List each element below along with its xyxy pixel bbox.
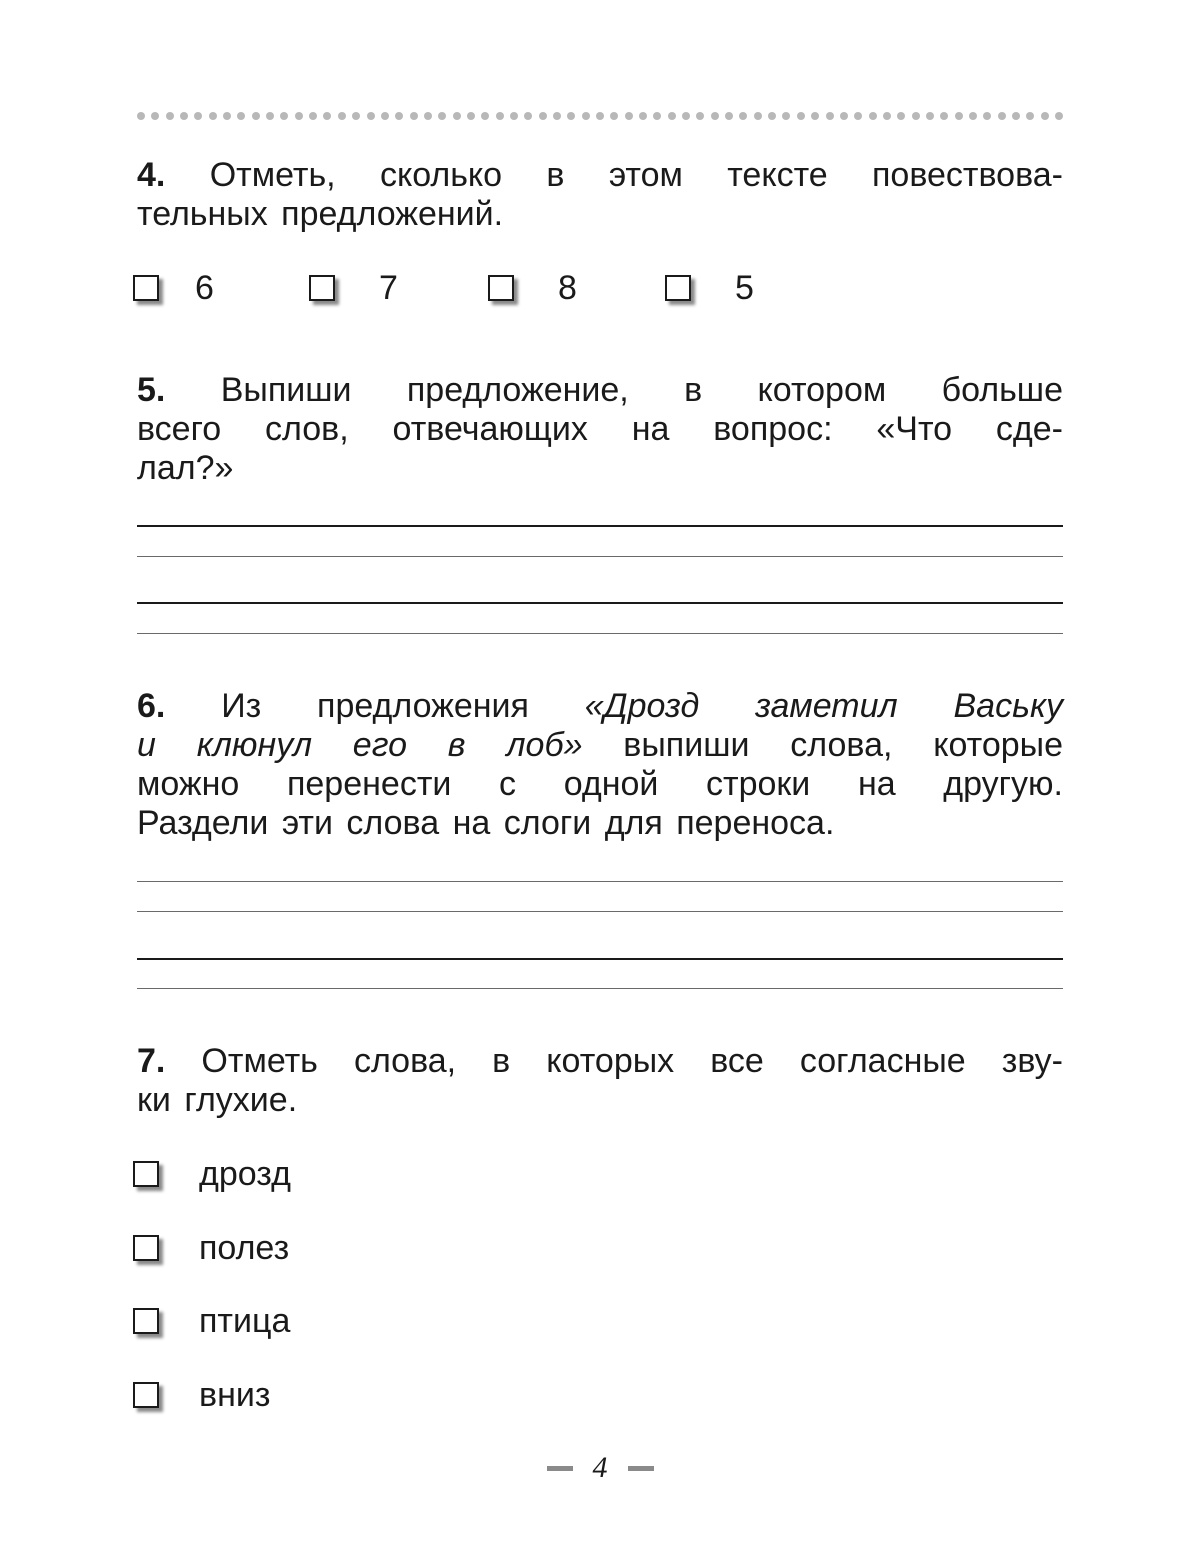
separator-dot <box>438 112 446 120</box>
separator-dot <box>453 112 461 120</box>
separator-dot <box>912 112 920 120</box>
question-6-text-line4: Раздели эти слова на слоги для переноса. <box>137 804 835 842</box>
question-4-text-line1 <box>137 156 1063 195</box>
separator-dot <box>653 112 661 120</box>
question-6-number: 6. <box>137 687 166 725</box>
separator-dot <box>539 112 547 120</box>
question-7-option-2[interactable]: полез <box>133 1226 289 1270</box>
question-4-option-3[interactable]: 8 <box>488 266 577 310</box>
separator-dot <box>998 112 1006 120</box>
separator-dot <box>797 112 805 120</box>
separator-dot <box>754 112 762 120</box>
dotted-separator <box>137 110 1063 122</box>
question-7-option-3[interactable]: птица <box>133 1299 290 1343</box>
separator-dot <box>1041 112 1049 120</box>
separator-dot <box>739 112 747 120</box>
question-5-number: 5. <box>137 371 166 409</box>
separator-dot <box>180 112 188 120</box>
checkbox[interactable] <box>133 1235 159 1261</box>
separator-dot <box>696 112 704 120</box>
answer-line[interactable] <box>137 958 1063 960</box>
separator-dot <box>252 112 260 120</box>
checkbox[interactable] <box>133 1161 159 1187</box>
question-5-text-line1: 5. Выпиши предложение, в котором больше <box>137 371 1063 409</box>
question-4-option-4[interactable]: 5 <box>665 266 754 310</box>
separator-dot <box>381 112 389 120</box>
separator-dot <box>137 112 145 120</box>
checkbox[interactable] <box>488 275 514 301</box>
worksheet-page <box>137 0 1063 1565</box>
separator-dot <box>553 112 561 120</box>
separator-dot <box>209 112 217 120</box>
separator-dot <box>194 112 202 120</box>
question-4-text-line2: тельных предложений. <box>137 195 504 233</box>
question-5-text-line2: всего слов, отвечающих на вопрос: «Что сде- <box>137 410 1063 448</box>
page-number: 4 <box>592 1451 608 1484</box>
separator-dot <box>840 112 848 120</box>
separator-dot <box>223 112 231 120</box>
question-4-option-1[interactable]: 6 <box>133 266 214 310</box>
question-7-text-line2: ки глухие. <box>137 1081 298 1119</box>
separator-dot <box>940 112 948 120</box>
answer-guide-line <box>137 911 1063 912</box>
separator-dot <box>725 112 733 120</box>
separator-dot <box>166 112 174 120</box>
question-4-options <box>137 266 837 310</box>
separator-dot <box>610 112 618 120</box>
separator-dot <box>1026 112 1034 120</box>
separator-dot <box>524 112 532 120</box>
separator-dot <box>295 112 303 120</box>
separator-dot <box>639 112 647 120</box>
question-7-option-4[interactable]: вниз <box>133 1373 270 1417</box>
separator-dot <box>309 112 317 120</box>
separator-dot <box>338 112 346 120</box>
separator-dot <box>955 112 963 120</box>
separator-dot <box>926 112 934 120</box>
separator-dot <box>266 112 274 120</box>
separator-dot <box>625 112 633 120</box>
question-7-option-1[interactable]: дрозд <box>133 1152 291 1196</box>
question-7-text-line1: 7. Отметь слова, в которых все согласные зву- <box>137 1042 1063 1080</box>
question-4-number: 4. <box>137 156 166 194</box>
separator-dot <box>782 112 790 120</box>
separator-dot <box>510 112 518 120</box>
separator-dot <box>481 112 489 120</box>
question-5-text-line3: лал?» <box>137 449 234 487</box>
question-6-text-line1: 6. Из предложения «Дрозд заметил Ваську <box>137 687 1063 725</box>
separator-dot <box>596 112 604 120</box>
answer-guide-line <box>137 881 1063 882</box>
separator-dot <box>668 112 676 120</box>
question-6-text-line2: и клюнул его в лоб» выпиши слова, которые <box>137 726 1064 764</box>
answer-guide-line <box>137 988 1063 989</box>
checkbox[interactable] <box>133 1308 159 1334</box>
separator-dot <box>496 112 504 120</box>
checkbox[interactable] <box>309 275 335 301</box>
separator-dot <box>567 112 575 120</box>
separator-dot <box>869 112 877 120</box>
separator-dot <box>323 112 331 120</box>
separator-dot <box>367 112 375 120</box>
separator-dot <box>826 112 834 120</box>
question-4-option-2[interactable]: 7 <box>309 266 398 310</box>
separator-dot <box>424 112 432 120</box>
separator-dot <box>1055 112 1063 120</box>
separator-dot <box>897 112 905 120</box>
footer-dash-left <box>547 1466 573 1471</box>
page-footer <box>137 1448 1063 1488</box>
separator-dot <box>237 112 245 120</box>
question-6-text-line3: можно перенести с одной строки на другую. <box>137 765 1063 803</box>
checkbox[interactable] <box>133 275 159 301</box>
separator-dot <box>682 112 690 120</box>
separator-dot <box>395 112 403 120</box>
question-7-number: 7. <box>137 1042 166 1080</box>
answer-guide-line <box>137 556 1063 557</box>
separator-dot <box>983 112 991 120</box>
separator-dot <box>883 112 891 120</box>
checkbox[interactable] <box>665 275 691 301</box>
footer-dash-right <box>628 1466 654 1471</box>
checkbox[interactable] <box>133 1382 159 1408</box>
separator-dot <box>151 112 159 120</box>
answer-guide-line <box>137 633 1063 634</box>
answer-line[interactable] <box>137 602 1063 604</box>
separator-dot <box>582 112 590 120</box>
separator-dot <box>280 112 288 120</box>
separator-dot <box>768 112 776 120</box>
answer-line[interactable] <box>137 525 1063 527</box>
separator-dot <box>711 112 719 120</box>
separator-dot <box>969 112 977 120</box>
separator-dot <box>854 112 862 120</box>
separator-dot <box>410 112 418 120</box>
separator-dot <box>1012 112 1020 120</box>
separator-dot <box>352 112 360 120</box>
separator-dot <box>467 112 475 120</box>
question-4-line1: Отметь, сколько в этом тексте повествова- <box>209 156 1063 194</box>
separator-dot <box>811 112 819 120</box>
